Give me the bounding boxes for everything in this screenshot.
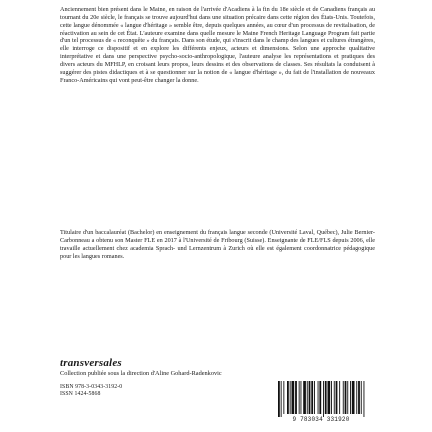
barcode-bar: [318, 381, 319, 414]
barcode-bar: [361, 381, 362, 414]
barcode-bar: [331, 381, 332, 414]
barcode-bar: [307, 381, 308, 414]
barcode-bar: [319, 381, 321, 414]
barcode-bar: [278, 381, 280, 417]
barcode-bar: [281, 381, 282, 417]
barcode-bar: [334, 381, 335, 414]
barcode-bar: [358, 381, 360, 414]
barcode-bar: [301, 381, 302, 414]
barcode-bar: [325, 381, 327, 414]
barcode-bar: [323, 381, 324, 417]
series-title: transversales: [60, 357, 122, 369]
barcode-bar: [352, 381, 355, 414]
barcode-bar: [343, 381, 344, 414]
barcode-bar: [290, 381, 291, 414]
barcode-bar: [350, 381, 351, 414]
isbn-line: ISBN 978-3-0343-3192-0: [60, 384, 123, 390]
barcode: [266, 381, 376, 427]
barcode-bar: [336, 381, 338, 414]
series-editor-line: Collection publiée sous la direction d'Aline Gohard-Radenkovic: [60, 370, 222, 377]
summary-paragraph: Anciennement bien présent dans le Maine, en raison de l'arrivée d'Acadiens à la fin du 18e siècle et de Canadiens français au tournant du 20e siècle, le français se trouve aujourd'hui dans une situation précaire dans cette région des États-Unis. Toutefois, cette langue dénommée « langue d'héritage » semble être, depuis quelques années, au cœur d'un processus de revitalisation, de réactivation au sein de cet État. L'auteure examine dans quelle mesure le Maine French Heritage Language Program fait partie d'un tel processus de « reconquête » du français. Dans son étude, qui s'inscrit dans le champ des langues et cultures étrangères, elle interroge ce dispositif et en explore les différents enjeux, acteurs et dimensions. Selon une approche qualitative interprétative et dans une perspective psycho-socio-anthropologique, l'auteure analyse les représentations et pratiques des divers acteurs du MFHLP, en croisant leurs propos, leurs dessins et des observations de classes. Ses résultats la conduisent à suggérer des pistes didactiques et à se questionner sur la notion de « langue d'héritage », du fait de l'installation de nouveaux Franco-Américains qui vont peut-être changer la donne.: [60, 6, 375, 84]
barcode-bar: [347, 381, 348, 414]
issn-line: ISSN 1424-5868: [60, 391, 101, 397]
barcode-bar: [345, 381, 347, 414]
barcode-bars-icon: [266, 381, 376, 417]
barcode-digits: 9 783034 331920: [292, 416, 350, 423]
barcode-bar: [364, 381, 365, 417]
barcode-bar: [299, 381, 300, 414]
author-bio-paragraph: Titulaire d'un baccalauréat (Bachelor) en enseignement du français langue seconde (Université Laval, Québec), Julie Bernier-Carbonneau a obtenu son Master FLE en 2017 à l'Université de Fribourg (Suisse). Enseignante de FLE/FLS depuis 2006, elle travaille actuellement chez academia Sprach- und Lernzentrum à Zurich où elle est également coordonnatrice pédagogique pour les langues romanes.: [60, 229, 375, 260]
barcode-bar: [309, 381, 311, 414]
barcode-bar: [328, 381, 331, 414]
barcode-bar: [303, 381, 306, 414]
barcode-bar: [287, 381, 289, 414]
barcode-bar: [339, 381, 340, 414]
barcode-bar: [283, 381, 284, 414]
barcode-bar: [314, 381, 315, 414]
barcode-bar: [292, 381, 295, 414]
barcode-bar: [356, 381, 357, 414]
barcode-bar: [295, 381, 297, 414]
barcode-bar: [311, 381, 313, 414]
